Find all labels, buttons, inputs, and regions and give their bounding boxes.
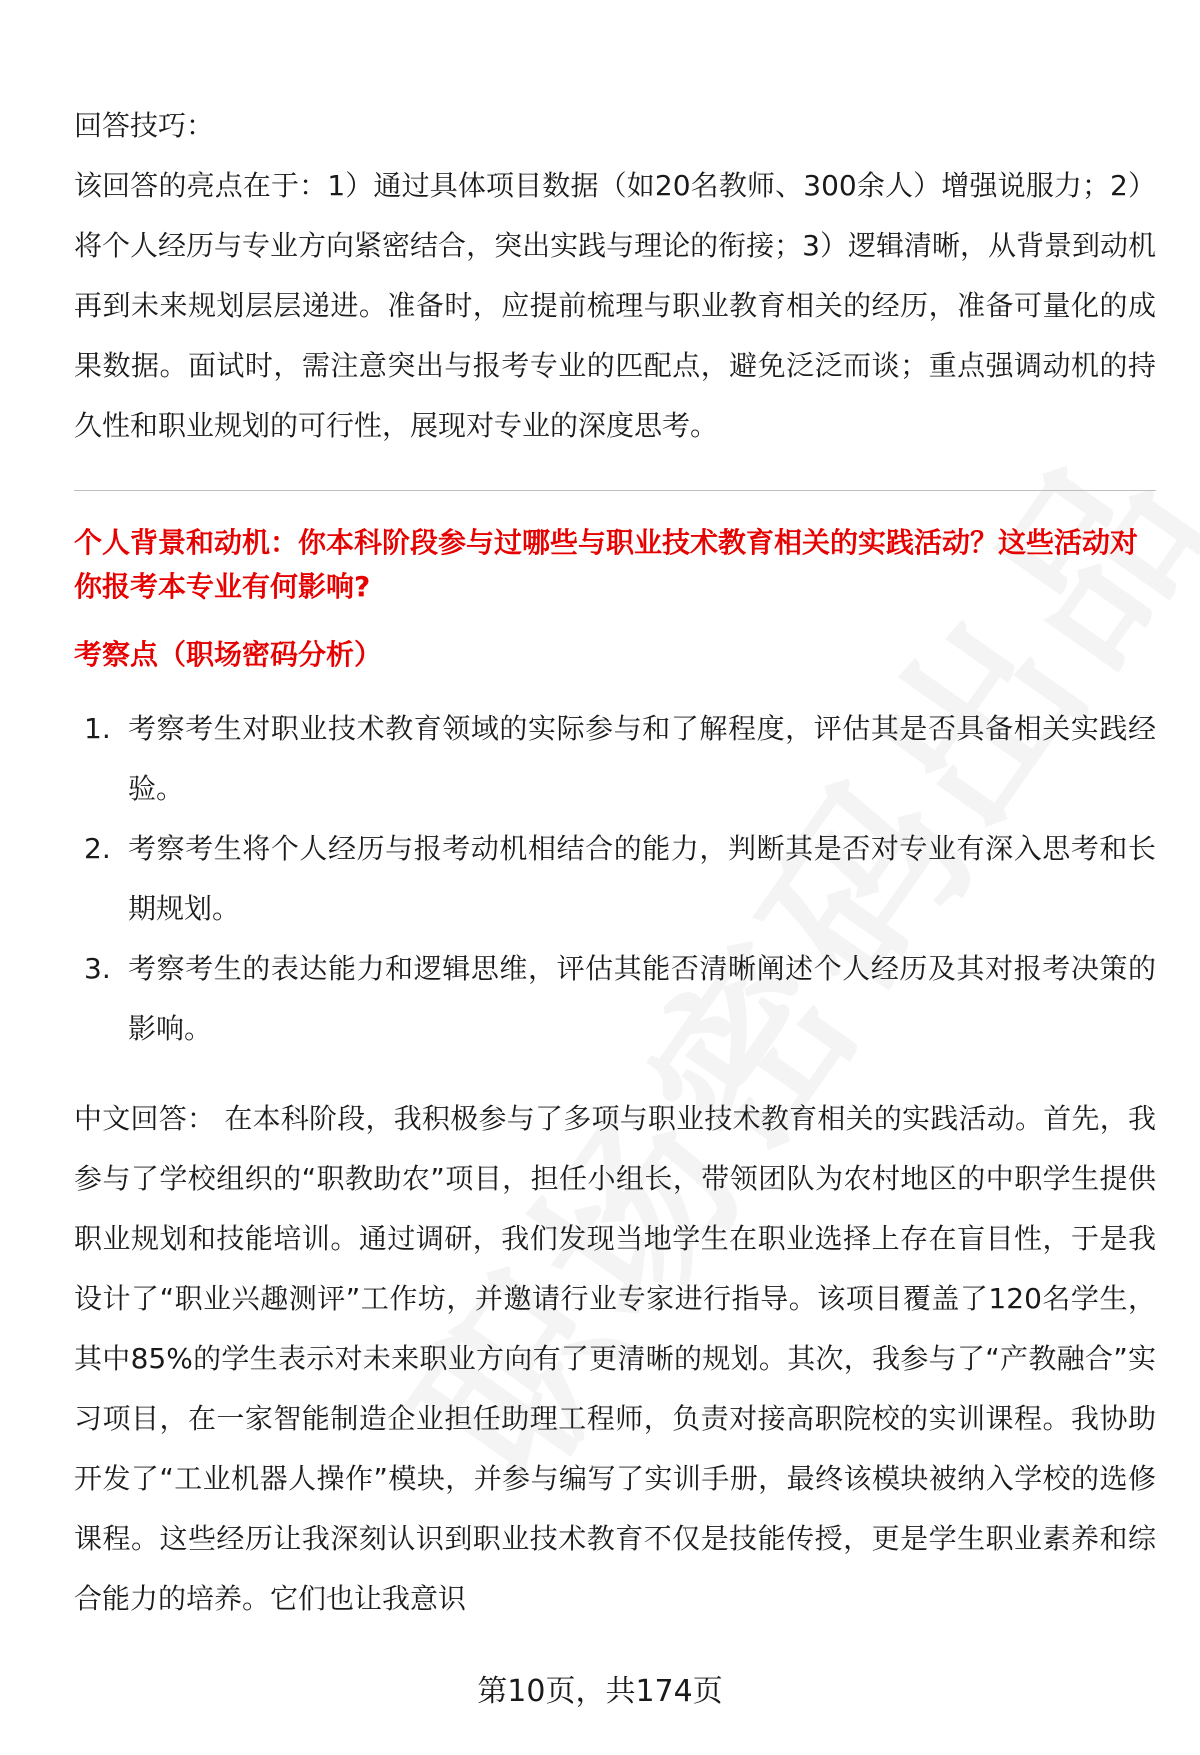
section-divider [74,490,1156,491]
answer-body: 中文回答： 在本科阶段，我积极参与了多项与职业技术教育相关的实践活动。首先，我参与了学校组织的“职教助农”项目，担任小组长，带领团队为农村地区的中职学生提供职业规划和技能培训。通过调研，我们发现当地学生在职业选择上存在盲目性，于是我设计了“职业兴趣测评”工作坊，并邀请行业专家进行指导。该项目覆盖了120名学生，其中85%的学生表示对未来职业方向有了更清晰的规划。其次，我参与了“产教融合”实习项目，在一家智能制造企业担任助理工程师，负责对接高职院校的实训课程。我协助开发了“工业机器人操作”模块，并参与编写了实训手册，最终该模块被纳入学校的选修课程。这些经历让我深刻认识到职业技术教育不仅是技能传授，更是学生职业素养和综合能力的培养。它们也让我意识 [74,1102,1156,1615]
assessment-points-list [74,699,1156,1059]
section-title: 考察点（职场密码分析） [74,638,383,671]
list-item [74,939,1156,1059]
list-item [74,819,1156,939]
page-number: 第10页，共174页 [477,1674,723,1709]
list-item-number: 3. [84,952,111,985]
list-item [74,699,1156,819]
document-page [74,96,1156,1629]
tips-label: 回答技巧： [74,109,215,142]
list-item-number: 2. [84,832,111,865]
list-item-text: 考察考生对职业技术教育领域的实际参与和了解程度，评估其是否具备相关实践经验。 [128,712,1156,805]
list-item-number: 1. [84,712,111,745]
list-item-text: 考察考生的表达能力和逻辑思维，评估其能否清晰阐述个人经历及其对报考决策的影响。 [128,952,1156,1045]
question-heading: 个人背景和动机：你本科阶段参与过哪些与职业技术教育相关的实践活动？这些活动对你报考本专业有何影响? [74,526,1139,603]
list-item-text: 考察考生将个人经历与报考动机相结合的能力，判断其是否对专业有深入思考和长期规划。 [128,832,1156,925]
tips-body: 该回答的亮点在于：1）通过具体项目数据（如20名教师、300余人）增强说服力；2）将个人经历与专业方向紧密结合，突出实践与理论的衔接；3）逻辑清晰，从背景到动机再到未来规划层层递进。准备时，应提前梳理与职业教育相关的经历，准备可量化的成果数据。面试时，需注意突出与报考专业的匹配点，避免泛泛而谈；重点强调动机的持久性和职业规划的可行性，展现对专业的深度思考。 [74,169,1156,442]
